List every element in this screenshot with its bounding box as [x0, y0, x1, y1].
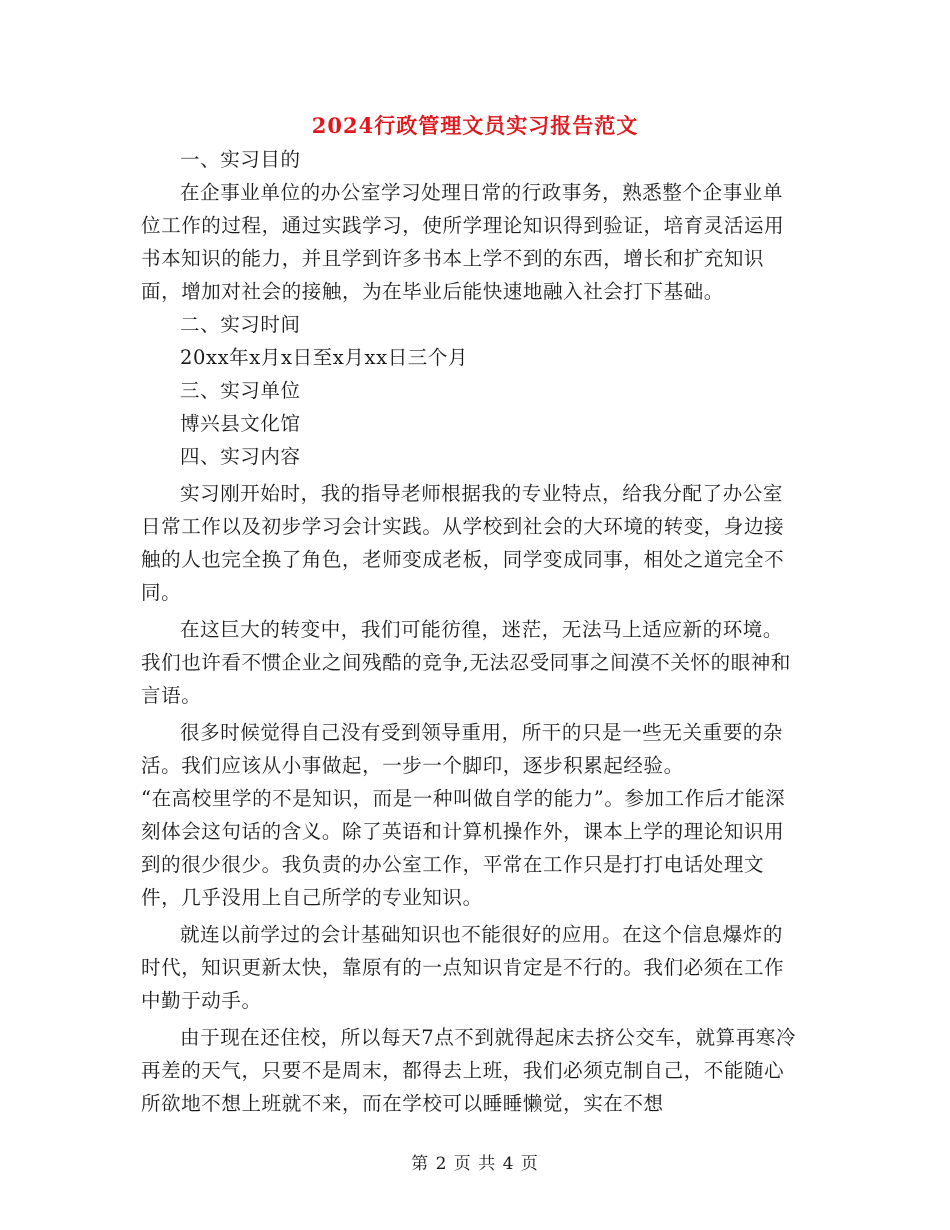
document-title: 2024行政管理文员实习报告范文	[311, 113, 639, 138]
paragraph-purpose: 在企事业单位的办公室学习处理日常的行政事务，熟悉整个企事业单位工作的过程，通过实践学习，使所学理论知识得到验证，培育灵活运用书本知识的能力，并且学到许多书本上学不到的东西，增长和扩充知识面，增加对社会的接触，为在毕业后能快速地融入社会打下基础。	[141, 181, 785, 303]
paragraph-content-4: “在高校里学的不是知识，而是一种叫做自学的能力”。参加工作后才能深刻体会这句话的含义。除了英语和计算机操作外，课本上学的理论知识用到的很少很少。我负责的办公室工作，平常在工作只是打打电话处理文件，几乎没用上自己所学的专业知识。	[141, 787, 786, 909]
paragraph-content-6: 由于现在还住校，所以每天7点不到就得起床去挤公交车，就算再寒冷再差的天气，只要不是周末，都得去上班，我们必须克制自己，不能随心所欲地不想上班就不来，而在学校可以睡睡懒觉，实在不想	[141, 1026, 797, 1115]
section-heading-content: 四、实习内容	[180, 445, 301, 468]
paragraph-content-2: 在这巨大的转变中，我们可能彷徨，迷茫，无法马上适应新的环境。我们也许看不惯企业之间残酷的竞争,无法忍受同事之间漠不关怀的眼神和言语。	[141, 618, 791, 707]
page-footer: 第 2 页 共 4 页	[411, 1154, 539, 1174]
section-heading-purpose: 一、实习目的	[180, 148, 301, 171]
section-heading-time: 二、实习时间	[180, 313, 301, 336]
paragraph-content-3: 很多时候觉得自己没有受到领导重用，所干的只是一些无关重要的杂活。我们应该从小事做起，一步一个脚印，逐步积累起经验。	[141, 721, 784, 777]
internship-unit: 博兴县文化馆	[180, 412, 301, 435]
paragraph-content-1: 实习刚开始时，我的指导老师根据我的专业特点，给我分配了办公室日常工作以及初步学习会计实践。从学校到社会的大环境的转变，身边接触的人也完全换了角色，老师变成老板，同学变成同事，相处之道完全不同。	[141, 482, 785, 604]
paragraph-content-5: 就连以前学过的会计基础知识也不能很好的应用。在这个信息爆炸的时代，知识更新太快，靠原有的一点知识肯定是不行的。我们必须在工作中勤于动手。	[141, 923, 785, 1012]
document-body	[141, 143, 801, 1120]
internship-period: 20xx年x月x日至x月xx日三个月	[180, 346, 469, 369]
section-heading-unit: 三、实习单位	[180, 379, 301, 402]
